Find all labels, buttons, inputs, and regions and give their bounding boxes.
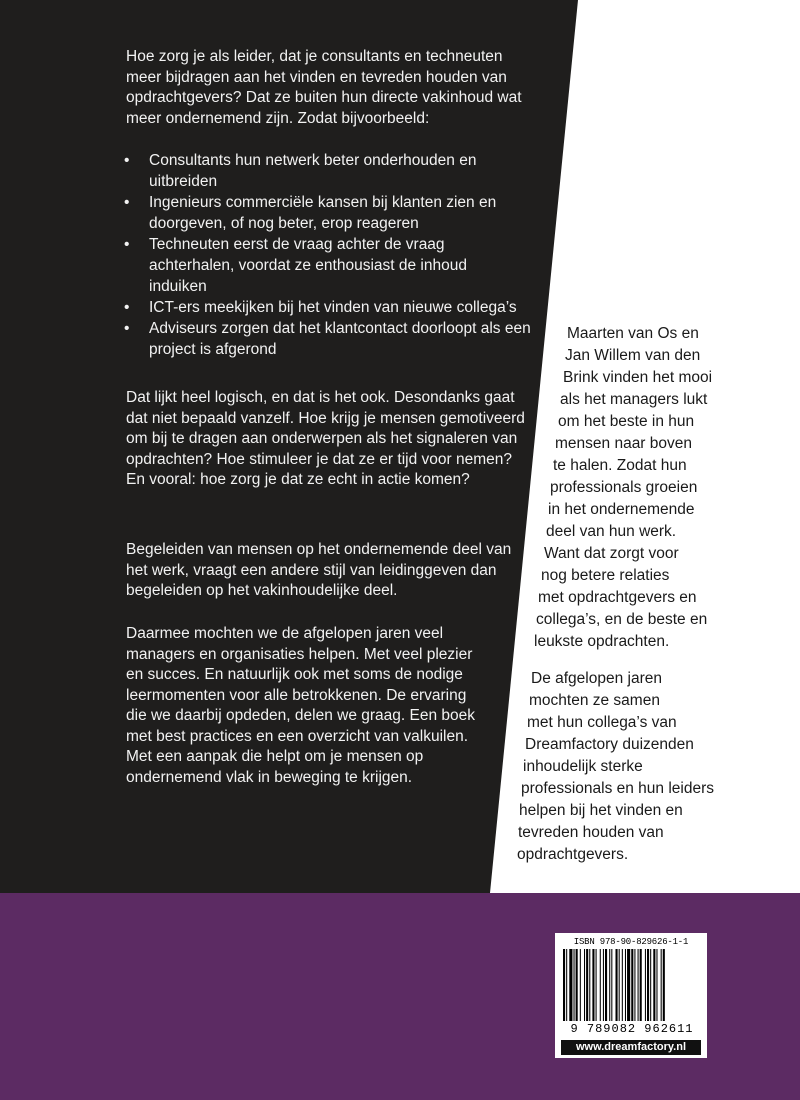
barcode-bar	[566, 949, 567, 1021]
text-line: Brink vinden het mooi	[563, 369, 713, 386]
barcode-bar	[627, 949, 630, 1021]
text-line: te halen. Zodat hun	[553, 457, 687, 474]
barcode-bar	[569, 949, 572, 1021]
barcode-bar	[640, 949, 642, 1021]
barcode-bar	[563, 949, 565, 1021]
barcode-bar	[661, 949, 662, 1021]
list-item: • ICT-ers meekijken bij het vinden van nieuwe collega’s	[124, 297, 534, 318]
barcode-bar	[576, 949, 578, 1021]
list-item: • Adviseurs zorgen dat het klantcontact doorloopt als een project is afgerond	[124, 318, 534, 360]
isbn-label: ISBN 978-90-829626-1-1	[573, 937, 689, 947]
experience-text: Daarmee mochten we de afgelopen jaren veel managers en organisaties helpen. Met veel plezier en succes. En natuurlijk ook met soms de nodige leermomenten voor alle betrokkenen. De ervaring die we daarbij opdeden, delen we graag. Een boek met best practices en een overzicht van valkuilen. Met een aanpak die helpt om je mensen op ondernemend vlak in beweging te krijgen.	[126, 625, 476, 786]
barcode-bar	[584, 949, 585, 1021]
text-line: collega’s, en de beste en	[536, 611, 708, 628]
barcode-bar	[611, 949, 612, 1021]
barcode-bars	[561, 949, 701, 1021]
guidance-text: Begeleiden van mensen op het ondernemende deel van het werk, vraagt een andere stijl van leidinggeven dan begeleiden op het vakinhoudelijke deel.	[126, 541, 512, 599]
barcode-label	[555, 933, 707, 1058]
text-line: mochten ze samen	[529, 692, 660, 709]
barcode-bar	[586, 949, 588, 1021]
text-line: leukste opdrachten.	[534, 633, 670, 650]
barcode-bar	[596, 949, 597, 1021]
text-line: in het ondernemende	[548, 501, 695, 518]
barcode-bar	[603, 949, 604, 1021]
barcode-bar	[592, 949, 594, 1021]
text-line: Want dat zorgt voor	[544, 545, 679, 562]
text-line: met hun collega’s van	[527, 714, 677, 731]
barcode-bar	[600, 949, 601, 1021]
intro-paragraph	[126, 47, 526, 129]
barcode-bar	[663, 949, 665, 1021]
text-line: met opdrachtgevers en	[538, 589, 697, 606]
list-item: • Ingenieurs commerciële kansen bij klanten zien en doorgeven, of nog beter, erop reageren	[124, 192, 534, 234]
barcode-bar	[574, 949, 575, 1021]
text-line: Jan Willem van den	[565, 347, 701, 364]
barcode-bar	[589, 949, 590, 1021]
text-line: opdrachtgevers.	[517, 846, 629, 863]
text-line: Dreamfactory duizenden	[525, 736, 694, 753]
text-line: De afgelopen jaren	[531, 670, 662, 687]
barcode-bar	[625, 949, 626, 1021]
barcode-bar	[605, 949, 607, 1021]
barcode-bar	[631, 949, 633, 1021]
barcode-bar	[653, 949, 655, 1021]
text-line: deel van hun werk.	[546, 523, 677, 540]
text-line: helpen bij het vinden en	[519, 802, 683, 819]
intro-text: Hoe zorg je als leider, dat je consultants en techneuten meer bijdragen aan het vinden en tevreden houden van opdrachtgevers? Dat ze buiten hun directe vakinhoud wat meer ondernemend zijn. Zodat bijvoorbeeld:	[126, 48, 522, 127]
barcode-bar	[647, 949, 649, 1021]
logic-text: Dat lijkt heel logisch, en dat is het ook. Desondanks gaat dat niet bepaald vanzelf. Hoe krijg je mensen gemotiveerd om bij te dragen aan onderwerpen als het signaleren van opdrachten? Hoe stimuleer je dat ze er tijd voor nemen? En vooral: hoe zorg je dat ze echt in actie komen?	[126, 389, 525, 488]
company-paragraph	[0, 668, 714, 866]
barcode-bar	[645, 949, 646, 1021]
text-line: mensen naar boven	[555, 435, 693, 452]
barcode-bar	[634, 949, 635, 1021]
text-line: om het beste in hun	[558, 413, 695, 430]
list-item: • Consultants hun netwerk beter onderhouden en uitbreiden	[124, 150, 534, 192]
list-item: • Techneuten eerst de vraag achter de vraag achterhalen, voordat ze enthousiast de inhoud induiken	[124, 234, 509, 297]
authors-paragraph	[0, 323, 712, 653]
text-line: nog betere relaties	[541, 567, 670, 584]
text-line: als het managers lukt	[560, 391, 708, 408]
barcode-bar	[650, 949, 651, 1021]
text-line: tevreden houden van	[518, 824, 664, 841]
website-url: www.dreamfactory.nl	[561, 1040, 701, 1055]
text-line: professionals en hun leiders	[521, 780, 715, 797]
text-line: professionals groeien	[550, 479, 698, 496]
barcode-bar	[619, 949, 620, 1021]
barcode-number: 9 789082 962611	[570, 1022, 694, 1036]
barcode-bar	[622, 949, 623, 1021]
barcode-bar	[616, 949, 618, 1021]
barcode-bar	[656, 949, 657, 1021]
barcode-bar	[580, 949, 581, 1021]
text-line: Maarten van Os en	[567, 325, 699, 342]
text-line: inhoudelijk sterke	[523, 758, 643, 775]
barcode-bar	[638, 949, 639, 1021]
barcode-bar	[609, 949, 610, 1021]
